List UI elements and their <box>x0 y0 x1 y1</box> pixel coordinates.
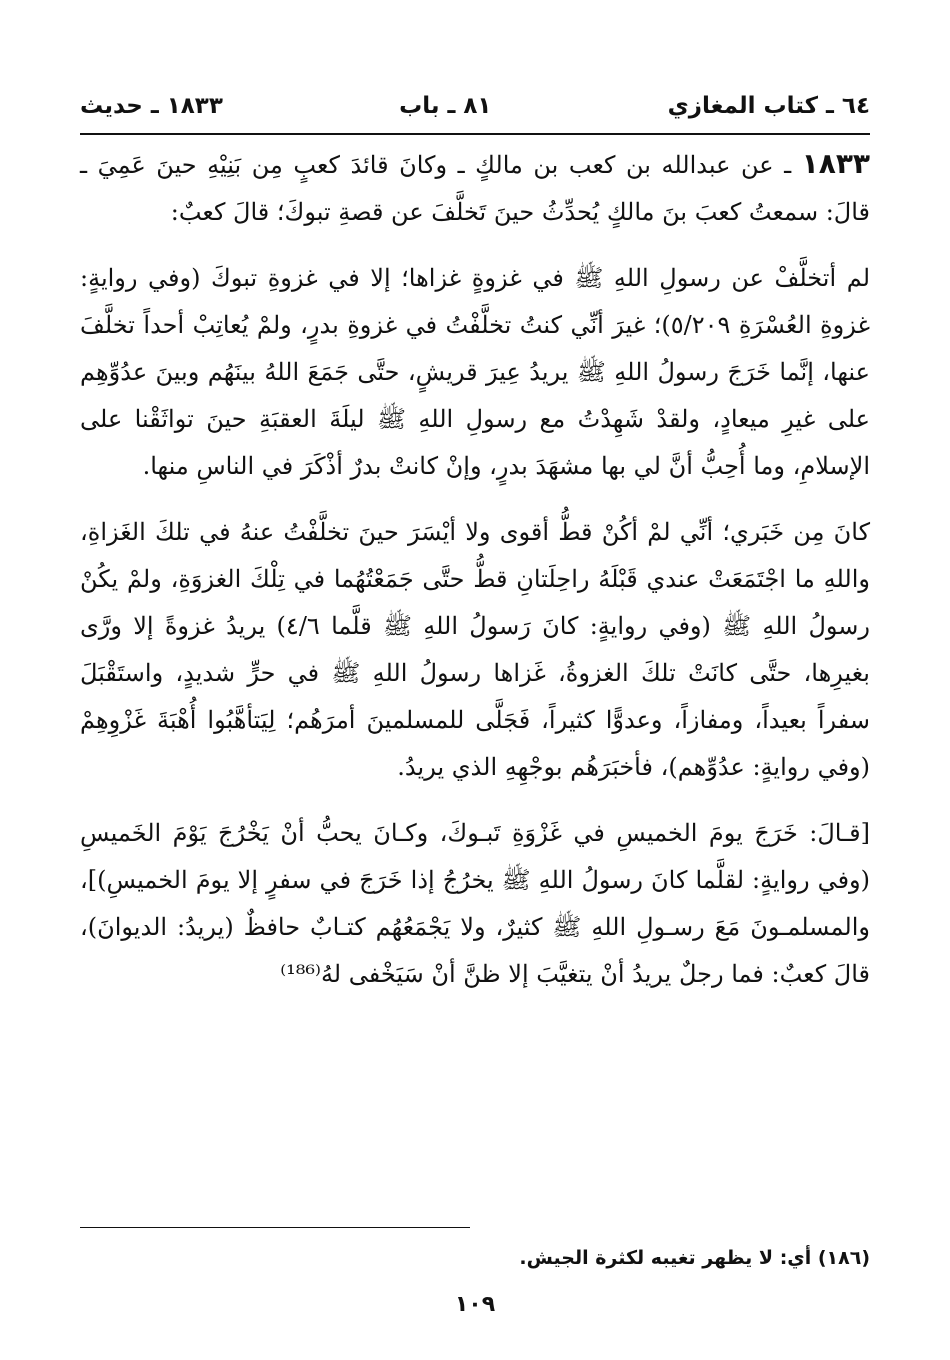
header-rule <box>80 133 870 135</box>
main-text <box>80 140 870 998</box>
header-hadith-number: ١٨٣٣ ـ حديث <box>80 93 223 119</box>
paragraph-2: كانَ مِن خَبَري؛ أنِّي لمْ أكُنْ قطُّ أقوى ولا أيْسَرَ حينَ تخلَّفْتُ عنهُ في تلكَ الغَزاةِ، واللهِ ما اجْتَمَعَتْ عندي قَبْلَهُ راحِلَتانِ قطُّ حتَّى جَمَعْتُهُما في تِلْكَ الغزوَةِ، ولمْ يكُنْ رسولُ اللهِ ﷺ (وفي روايةٍ: كانَ رَسولُ اللهِ ﷺ قلَّما ٤/٦) يريدُ غزوةً إلا ورَّى بغيرِها، حتَّى كانَتْ تلكَ الغزوةُ، غَزاها رسولُ اللهِ ﷺ في حرٍّ شديدٍ، واستَقْبَلَ سفراً بعيداً، ومفازاً، وعدوًّا كثيراً، فَجَلَّى للمسلمينَ أمرَهُم؛ لِيَتأهَّبُوا أُهْبَةَ غَزْوِهِمْ (وفي روايةٍ: عدُوِّهم)، فأخبَرَهُم بوجْهِهِ الذي يريدُ. <box>80 518 871 781</box>
header-book-title: ٦٤ ـ كتاب المغازي <box>667 93 870 119</box>
paragraph-3: [قـالَ: خَرَجَ يومَ الخميسِ في غَزْوَةِ تَبـوكَ، وكـانَ يحبُّ أنْ يَخْرُجَ يَوْمَ الخَميسِ (وفي روايةٍ: لقلَّما كانَ رسولُ اللهِ ﷺ يخرُجُ إذا خَرَجَ في سفرٍ إلا يومَ الخميسِ)]، والمسلمـونَ مَعَ رسـولِ اللهِ ﷺ كثيرٌ، ولا يَجْمَعُهُم كتـابٌ حافظٌ (يريدُ: الديوانَ)، قالَ كعبٌ: فما رجلٌ يريدُ أنْ يتغيَّبَ إلا ظنَّ أنْ سَيَخْفى لهُ⁽¹⁸⁶⁾ <box>80 819 870 988</box>
hadith-intro-paragraph <box>80 140 870 236</box>
hadith-number: ١٨٣٣ <box>801 147 870 180</box>
running-header <box>80 84 870 128</box>
page-number: ١٠٩ <box>454 1292 496 1317</box>
paragraph-1: لم أتخلَّفْ عن رسولِ اللهِ ﷺ في غزوةٍ غزاها؛ إلا في غزوةِ تبوكَ (وفي روايةٍ: غزوةِ العُسْرَةِ ٥/٢٠٩)؛ غيرَ أنِّي كنتُ تخلَّفْتُ في غزوةِ بدرٍ، ولمْ يُعاتِبْ أحداً تخلَّفَ عنها، إنَّما خَرَجَ رسولُ اللهِ ﷺ يريدُ عِيرَ قريشٍ، حتَّى جَمَعَ اللهُ بينَهُم وبينَ عدُوِّهِم على غيرِ ميعادٍ، ولقدْ شَهِدْتُ مع رسولِ اللهِ ﷺ ليلَةَ العقبَةِ حينَ تواثَقْنا على الإسلامِ، وما أُحِبُّ أنَّ لي بها مشهَدَ بدرٍ، وإنْ كانتْ بدرٌ أذْكَرَ في الناسِ منها. <box>80 264 871 480</box>
footnote: (١٨٦) أي: لا يظهر تغيبه لكثرة الجيش. <box>519 1247 870 1269</box>
header-chapter: ٨١ ـ باب <box>399 93 492 119</box>
footnote-rule <box>80 1227 470 1228</box>
hadith-intro: ـ عن عبدالله بن كعب بن مالكٍ ـ وكانَ قائدَ كعبٍ مِن بَنِيْهِ حينَ عَمِيَ ـ قالَ: سمعتُ كعبَ بنَ مالكٍ يُحدِّثُ حينَ تَخلَّفَ عن قصةِ تبوكَ؛ قالَ كعبٌ: <box>80 151 870 226</box>
